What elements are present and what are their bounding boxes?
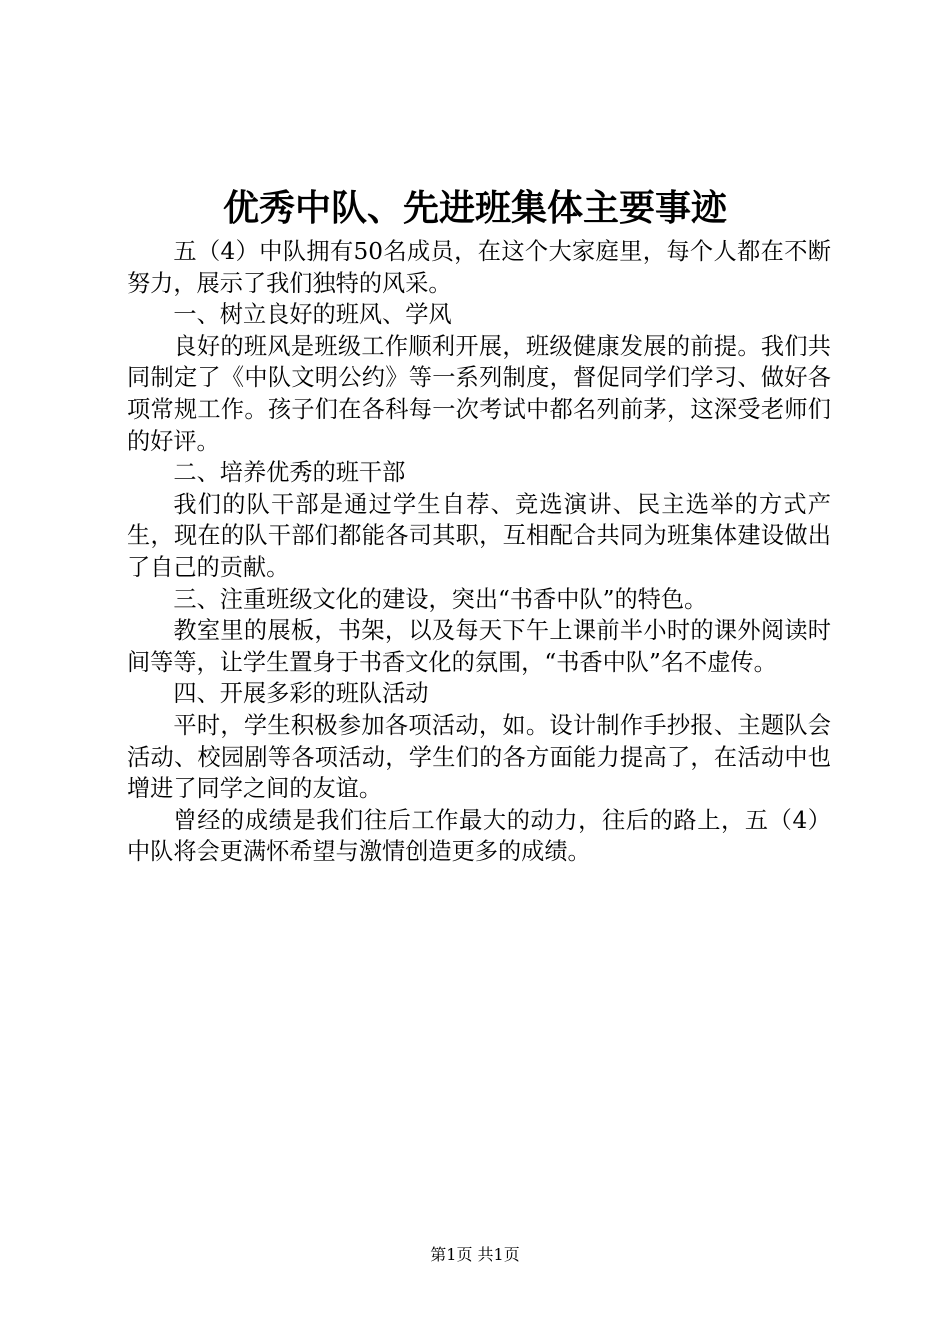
paragraph-conclusion: 曾经的成绩是我们往后工作最大的动力，往后的路上，五（4）中队将会更满怀希望与激情创造更多的成绩。	[127, 806, 831, 866]
document-body	[127, 236, 831, 868]
section-heading-1: 一、树立良好的班风、学风	[173, 301, 452, 329]
paragraph-intro: 五（4）中队拥有50名成员，在这个大家庭里，每个人都在不断努力，展示了我们独特的风采。	[127, 238, 831, 297]
section-heading-2: 二、培养优秀的班干部	[173, 459, 406, 487]
document-title: 优秀中队、先进班集体主要事迹	[222, 187, 727, 229]
page-footer: 第1页 共1页	[430, 1245, 520, 1264]
paragraph-2: 我们的队干部是通过学生自荐、竞选演讲、民主选举的方式产生，现在的队干部们都能各司其职，互相配合共同为班集体建设做出了自己的贡献。	[127, 490, 831, 581]
paragraph-1: 良好的班风是班级工作顺利开展，班级健康发展的前提。我们共同制定了《中队文明公约》等一系列制度，督促同学们学习、做好各项常规工作。孩子们在各科每一次考试中都名列前茅，这深受老师们的好评。	[127, 332, 831, 455]
paragraph-4: 平时，学生积极参加各项活动，如。设计制作手抄报、主题队会活动、校园剧等各项活动，学生们的各方面能力提高了，在活动中也增进了同学之间的友谊。	[127, 711, 831, 803]
paragraph-3: 教室里的展板，书架，以及每天下午上课前半小时的课外阅读时间等等，让学生置身于书香文化的氛围，“书香中队”名不虚传。	[127, 617, 831, 676]
section-heading-3: 三、注重班级文化的建设，突出“书香中队”的特色。	[173, 585, 708, 613]
section-heading-4: 四、开展多彩的班队活动	[173, 680, 429, 708]
